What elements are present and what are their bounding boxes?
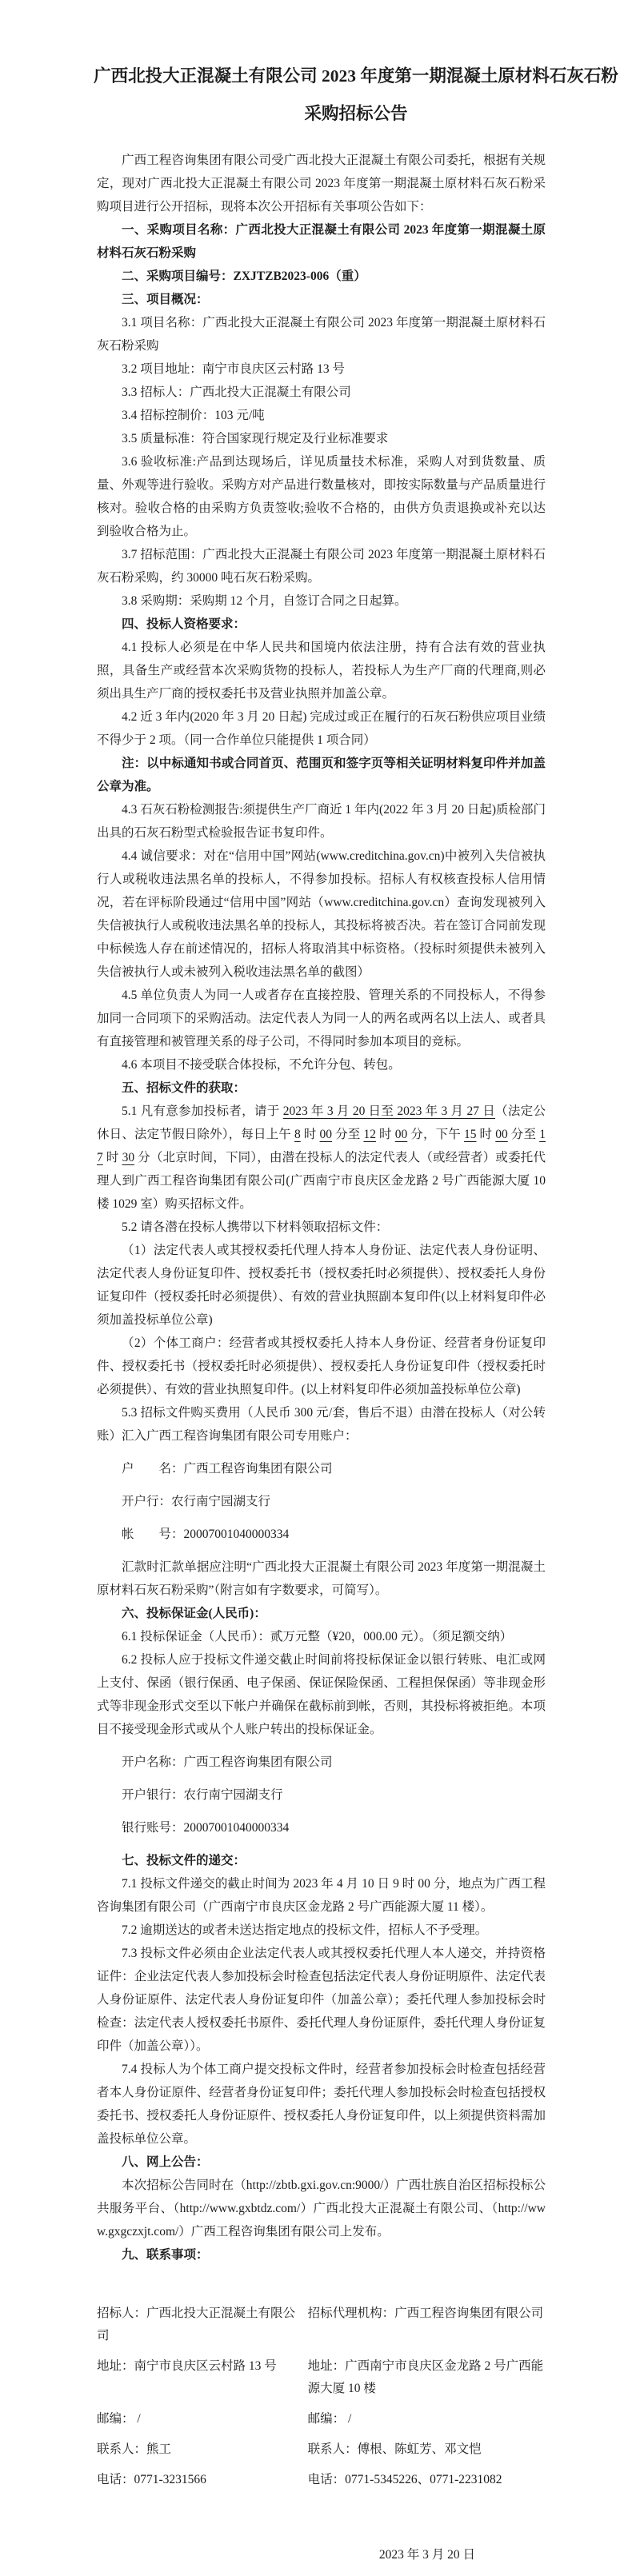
contact-row: [97, 2438, 546, 2469]
clause-3-1: [97, 311, 546, 357]
text-segment: （1）法定代表人或其授权委托代理人持本人身份证、法定代表人身份证明、法定代表人身份证复印件、授权委托书（授权委托时必须提供）、授权委托人身份证复印件（授权委托时必须提供）、有效的营业执照副本复印件(以上材料复印件必须加盖投标单位公章): [97, 1244, 546, 1327]
text-segment: 分，下午: [407, 1128, 464, 1141]
clause-3-7: [97, 543, 546, 589]
text-segment: 3.7 招标范围：广西北投大正混凝土有限公司 2023 年度第一期混凝土原材料石灰石粉采购，约 30000 吨石灰石粉采购。: [97, 548, 546, 585]
contact-cell: 电话：0771-5345226、0771-2231082: [307, 2473, 502, 2486]
contact-row: [97, 2355, 546, 2408]
clause-7-2: [97, 1919, 546, 1942]
clause-5-2: [97, 1216, 546, 1239]
underlined-text: 2023 年 3 月 20 日至 2023 年 3 月 27 日: [282, 1104, 496, 1118]
intro-paragraph: [97, 149, 546, 218]
text-segment: 开户名称：广西工程咨询集团有限公司: [122, 1755, 333, 1769]
text-segment: 3.5 质量标准：符合国家现行规定及行业标准要求: [122, 432, 389, 445]
text-segment: （法定公休日、法定节假日除外），每日上午: [97, 1104, 546, 1141]
clause-3-6: [97, 450, 546, 543]
clause-3-4: [97, 404, 546, 427]
clause-4-4: [97, 845, 546, 984]
text-segment: 4.3 石灰石粉检测报告:须提供生产厂商近 1 年内(2022 年 3 月 20 日起)质检部门出具的石灰石粉型式检验报告证书复印件。: [97, 803, 546, 840]
section-8-heading: [97, 2151, 546, 2174]
clause-3-3: [97, 381, 546, 404]
clause-7-3: [97, 1942, 546, 2058]
text-segment: 3.2 项目地址：南宁市良庆区云村路 13 号: [122, 362, 346, 376]
text-segment: 4.6 本项目不接受联合体投标，不允许分包、转包。: [122, 1058, 401, 1072]
text-segment: 3.4 招标控制价：103 元/吨: [122, 409, 265, 422]
clause-7-1: [97, 1872, 546, 1919]
section-7-heading: [97, 1849, 546, 1872]
text-segment: 时: [375, 1128, 395, 1141]
text-segment: 广西工程咨询集团有限公司受广西北投大正混凝土有限公司委托，根据有关规定，现对广西北投大正混凝土有限公司 2023 年度第一期混凝土原材料石灰石粉采购项目进行公开招标，现将本次公开招标有关事项公告如下：: [97, 154, 546, 214]
section-6-heading: [97, 1602, 546, 1625]
contact-cell: 联系人：傅根、陈虹芳、邓文恺: [307, 2442, 482, 2456]
underlined-text: 8: [294, 1128, 301, 1141]
text-segment: 开户行：农行南宁园湖支行: [122, 1495, 271, 1508]
text-segment: 户 名：广西工程咨询集团有限公司: [122, 1462, 333, 1476]
account-holder-line: [97, 1457, 546, 1480]
text-segment: 4.5 单位负责人为同一人或者存在直接控股、管理关系的不同投标人，不得参加同一合同项下的采购活动。法定代表人为同一人的两名或两名以上法人、或者具有直接管理和被管理关系的母子公司，不得同时参加本项目的竞标。: [97, 988, 546, 1048]
clause-3-5: [97, 427, 546, 450]
contact-row: [97, 2469, 546, 2499]
text-segment: 时: [102, 1151, 122, 1164]
text-segment: 注：以中标通知书或合同首页、范围页和签字页等相关证明材料复印件并加盖公章为准。: [97, 757, 546, 793]
clause-4-1: [97, 636, 546, 705]
text-segment: 分（北京时间，下同），由潜在投标人的法定代表人（或经营者）或委托代理人到广西工程咨询集团有限公司(广西南宁市良庆区金龙路 2 号广西能源大厦 10 楼 1029 室）购买招标文件。: [97, 1151, 546, 1211]
text-segment: 4.2 近 3 年内(2020 年 3 月 20 日起) 完成过或正在履行的石灰石粉供应项目业绩不得少于 2 项。（同一合作单位只能提供 1 项合同）: [97, 710, 546, 747]
underlined-text: 00: [394, 1128, 408, 1141]
text-segment: 4.1 投标人必须是在中华人民共和国境内依法注册，持有合法有效的营业执照，具备生产或经营本次采购货物的投标人，若投标人为生产厂商的代理商,则必须出具生产厂商的授权委托书及营业执照并加盖公章。: [97, 641, 546, 701]
text-segment: 六、投标保证金(人民币)：: [122, 1607, 266, 1620]
contact-row: [97, 2302, 546, 2355]
text-segment: 八、网上公告：: [122, 2155, 209, 2169]
online-announcement-paragraph: [97, 2174, 546, 2243]
text-segment: 3.8 采购期：采购期 12 个月，自签订合同之日起算。: [122, 594, 407, 608]
text-segment: 汇款时汇款单据应注明“广西北投大正混凝土有限公司 2023 年度第一期混凝土原材料石灰石粉采购”（附言如有字数要求，可简写）。: [97, 1560, 546, 1597]
section-5-heading: [97, 1076, 546, 1100]
contact-table: [97, 2302, 546, 2499]
contact-cell: 联系人：熊工: [97, 2442, 172, 2456]
deposit-account-bank-line: [97, 1783, 546, 1807]
text-segment: 时: [476, 1128, 496, 1141]
clause-5-2-item-1: [97, 1239, 546, 1332]
clause-4-2: [97, 705, 546, 752]
clause-3-8: [97, 589, 546, 613]
contact-cell: 邮编： /: [97, 2412, 141, 2426]
underlined-text: 15: [464, 1128, 477, 1141]
contact-row: [97, 2408, 546, 2438]
announcement-date: 2023 年 3 月 20 日: [378, 2548, 475, 2562]
text-segment: 分至: [332, 1128, 364, 1141]
text-segment: 时: [300, 1128, 320, 1141]
underlined-text: 00: [319, 1128, 333, 1141]
document-body: [97, 149, 546, 2266]
text-segment: 银行账号：20007001040000334: [122, 1821, 290, 1835]
clause-6-1: [97, 1625, 546, 1648]
deposit-account-holder-line: [97, 1751, 546, 1774]
clause-4-5: [97, 984, 546, 1053]
text-segment: 5.3 招标文件购买费用（人民币 300 元/套，售后不退）由潜在投标人（对公转账）汇入广西工程咨询集团有限公司专用账户：: [97, 1406, 546, 1443]
clause-7-4: [97, 2058, 546, 2151]
text-segment: 九、联系事项：: [122, 2248, 209, 2262]
text-segment: 二、采购项目编号：ZXJTZB2023-006（重）: [122, 270, 366, 283]
clause-6-2: [97, 1648, 546, 1741]
text-segment: 3.6 验收标准:产品到达现场后，详见质量技术标准，采购人对到货数量、质量、外观等进行验收。采购方对产品进行数量核对，即按实际数量与产品质量进行核对。验收合格的由采购方负责签收;验收不合格的，由供方负责退换或补充以达到验收合格为止。: [97, 455, 546, 538]
text-segment: 7.4 投标人为个体工商户提交投标文件时，经营者参加投标会时检查包括经营者本人身份证原件、经营者身份证复印件；委托代理人参加投标会时检查包括授权委托书、授权委托人身份证原件、授权委托人身份证复印件，以上须提供资料需加盖投标单位公章。: [97, 2063, 546, 2146]
contact-cell: 地址：广西南宁市良庆区金龙路 2 号广西能源大厦 10 楼: [307, 2359, 544, 2395]
text-segment: 4.4 诚信要求：对在“信用中国”网站(www.creditchina.gov.cn)中被列入失信被执行人或税收违法黑名单的投标人，不得参加投标。招标人有权核查投标人信用情况，若在评标阶段通过“信用中国”网站（www.creditchina.gov.cn）查询发现被列入失信被执行人或税收违法黑名单的投标人，其投标将被否决。若在签订合同前发现中标候选人存在前述情况的，招标人将取消其中标资格。（投标时须提供未被列入失信被执行人或未被列入税收违法黑名单的截图）: [97, 849, 546, 979]
text-segment: 七、投标文件的递交：: [122, 1854, 246, 1867]
underlined-text: 00: [495, 1128, 508, 1141]
text-segment: 5.1 凡有意参加投标者，请于: [122, 1104, 283, 1118]
section-4-heading: [97, 613, 546, 636]
text-segment: 7.3 投标文件必须由企业法定代表人或其授权委托代理人本人递交，并持资格证件：企业法定代表人参加投标会时检查包括法定代表人身份证明原件、法定代表人身份证原件、法定代表人身份证复印件（加盖公章）；委托代理人参加投标会时检查：法定代表人授权委托书原件、委托代理人身份证原件，委托代理人身份证复印件（加盖公章））。: [97, 1947, 546, 2053]
text-segment: 7.1 投标文件递交的截止时间为 2023 年 4 月 10 日 9 时 00 分，地点为广西工程咨询集团有限公司（广西南宁市良庆区金龙路 2 号广西能源大厦 11 楼）。: [97, 1877, 546, 1914]
note-paragraph: [97, 752, 546, 798]
underlined-text: 17: [97, 1128, 546, 1164]
text-segment: 三、项目概况：: [122, 293, 209, 306]
account-bank-line: [97, 1490, 546, 1513]
section-2-heading: [97, 265, 546, 288]
contact-cell: 招标代理机构：广西工程咨询集团有限公司: [307, 2306, 544, 2320]
text-segment: 四、投标人资格要求：: [122, 617, 246, 631]
underlined-text: 12: [363, 1128, 376, 1141]
contact-cell: 招标人：广西北投大正混凝土有限公司: [97, 2306, 296, 2342]
contact-cell: 地址：南宁市良庆区云村路 13 号: [97, 2359, 277, 2373]
text-segment: 7.2 逾期送达的或者未送达指定地点的投标文件，招标人不予受理。: [122, 1923, 488, 1937]
text-segment: 3.3 招标人：广西北投大正混凝土有限公司: [122, 385, 351, 399]
contact-cell: 邮编： /: [307, 2412, 352, 2426]
text-segment: 6.1 投标保证金（人民币）：贰万元整（¥20，000.00 元）。（须足额交纳）: [122, 1630, 513, 1643]
text-segment: 6.2 投标人应于投标文件递交截止时间前将投标保证金以银行转账、电汇或网上支付、保函（银行保函、电子保函、保证保险保函、工程担保保函）等非现金形式等非现金形式交至以下帐户并确保在截标前到帐，否则，其投标将被拒绝。本项目不接受现金形式或从个人账户转出的投标保证金。: [97, 1653, 546, 1736]
clause-5-2-item-2: [97, 1332, 546, 1401]
account-number-line: [97, 1523, 546, 1546]
section-9-heading: [97, 2243, 546, 2266]
clause-3-2: [97, 357, 546, 381]
clause-5-3: [97, 1401, 546, 1448]
text-segment: 本次招标公告同时在（http://zbtb.gxi.gov.cn:9000/）广西壮族自治区招标投标公共服务平台、（http://www.gxbtdz.com/）广西北投大正混凝土有限公司、（http://www.gxgczxjt.com/）广西工程咨询集团有限公司上发布。: [97, 2179, 546, 2239]
clause-4-3: [97, 798, 546, 845]
text-segment: 五、招标文件的获取：: [122, 1081, 246, 1095]
text-segment: 3.1 项目名称：广西北投大正混凝土有限公司 2023 年度第一期混凝土原材料石灰石粉采购: [97, 316, 546, 353]
remittance-note: [97, 1556, 546, 1602]
text-segment: （2）个体工商户：经营者或其授权委托人持本人身份证、经营者身份证复印件、授权委托书（授权委托时必须提供）、授权委托人身份证复印件（授权委托时必须提供）、有效的营业执照复印件。(以上材料复印件必须加盖投标单位公章): [97, 1336, 546, 1396]
section-3-heading: [97, 288, 546, 311]
clause-4-6: [97, 1053, 546, 1076]
text-segment: 开户银行：农行南宁园湖支行: [122, 1788, 283, 1802]
contact-cell: 电话：0771-3231566: [97, 2473, 206, 2486]
deposit-account-number-line: [97, 1816, 546, 1839]
document-title: 广西北投大正混凝土有限公司 2023 年度第一期混凝土原材料石灰石粉采购招标公告: [94, 66, 618, 123]
text-segment: 一、采购项目名称：广西北投大正混凝土有限公司 2023 年度第一期混凝土原材料石灰石粉采购: [97, 223, 546, 260]
text-segment: 帐 号：20007001040000334: [122, 1528, 290, 1541]
text-segment: 5.2 请各潜在投标人携带以下材料领取招标文件：: [122, 1220, 389, 1234]
underlined-text: 30: [122, 1151, 135, 1164]
text-segment: 分至: [507, 1128, 540, 1141]
section-1-heading: [97, 218, 546, 265]
clause-5-1: [97, 1100, 546, 1216]
